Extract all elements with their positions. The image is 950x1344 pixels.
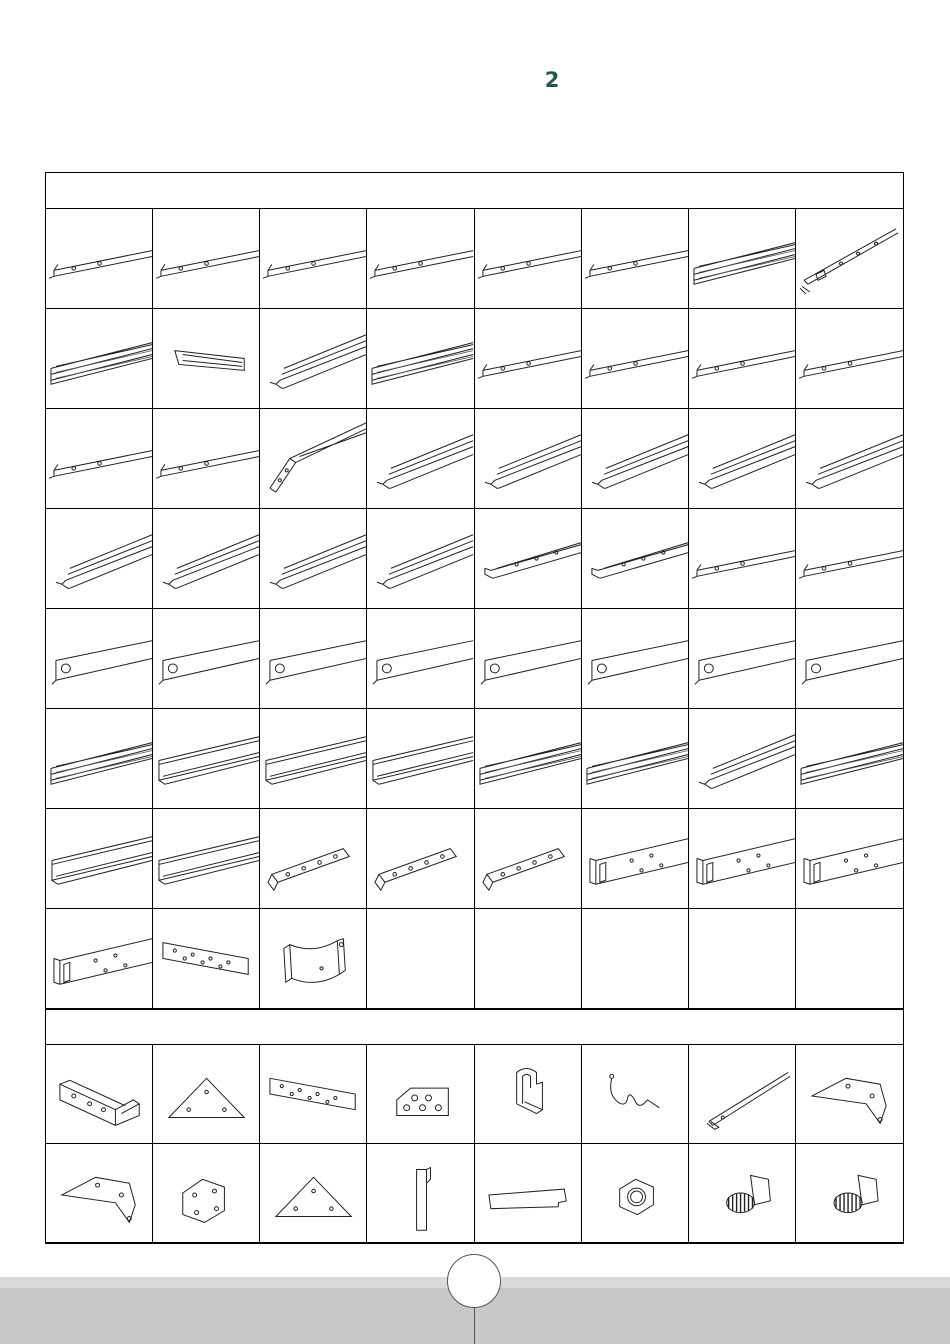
grooved-profile-icon: [46, 309, 152, 408]
profile-cell: [796, 309, 903, 409]
grooved-profile-icon: [367, 309, 473, 408]
angle-profile-icon: [153, 409, 259, 508]
profile-cell: [582, 909, 689, 1009]
profile-cell: [689, 809, 796, 909]
profile-cell: [367, 609, 474, 709]
tee-profile-icon: [796, 409, 903, 508]
profile-cell: [796, 209, 903, 309]
parts-table: [45, 172, 904, 1244]
accessory-cell: [796, 1045, 903, 1144]
angle-bracket-holes-icon: [475, 809, 581, 908]
hook-strip-icon: [367, 1144, 473, 1242]
profile-cell: [260, 709, 367, 809]
u-channel-icon: [582, 509, 688, 608]
profile-cell: [367, 309, 474, 409]
profile-cell: [46, 809, 153, 909]
profile-cell: [153, 209, 260, 309]
profile-cell: [153, 409, 260, 509]
flat-bar-hole-icon: [153, 609, 259, 708]
flat-bar-hole-icon: [796, 609, 903, 708]
tee-profile-icon: [367, 409, 473, 508]
profile-cell: [689, 309, 796, 409]
profile-cell: [153, 509, 260, 609]
tee-profile-icon: [689, 409, 795, 508]
footer-divider: [474, 1306, 475, 1344]
accessory-cell: [689, 1144, 796, 1243]
angle-profile-icon: [582, 209, 688, 308]
rod-connector-icon: [796, 209, 903, 308]
accessory-cell: [796, 1144, 903, 1243]
accessory-cell: [260, 1045, 367, 1144]
profile-cell: [260, 309, 367, 409]
profile-cell: [153, 809, 260, 909]
hanger-rod-icon: [689, 1045, 795, 1143]
profile-cell: [475, 409, 582, 509]
profile-cell: [582, 209, 689, 309]
grooved-profile-icon: [689, 209, 795, 308]
grooved-profile-icon: [46, 709, 152, 808]
profile-cell: [689, 509, 796, 609]
angle-profile-icon: [153, 209, 259, 308]
angle-profile-icon: [475, 309, 581, 408]
profile-cell: [367, 209, 474, 309]
accessory-cell: [153, 1144, 260, 1243]
channel-profile-icon: [46, 809, 152, 908]
profile-cell: [260, 409, 367, 509]
profile-cell: [153, 709, 260, 809]
hex-nut-icon: [582, 1144, 688, 1242]
tee-profile-icon: [260, 509, 366, 608]
profile-cell: [153, 309, 260, 409]
flat-bar-hole-icon: [367, 609, 473, 708]
accessory-cell: [153, 1045, 260, 1144]
box-rail-icon: [582, 809, 688, 908]
tee-profile-icon: [153, 509, 259, 608]
accessories-grid: [46, 1045, 903, 1243]
accessory-cell: [475, 1045, 582, 1144]
profile-cell: [260, 509, 367, 609]
profile-cell: [153, 909, 260, 1009]
flat-key-icon: [475, 1144, 581, 1242]
profile-cell: [796, 709, 903, 809]
profiles-grid: [46, 209, 903, 1009]
profile-cell: [582, 509, 689, 609]
profile-cell: [689, 609, 796, 709]
profile-cell: [582, 309, 689, 409]
angle-bracket-holes-icon: [260, 809, 366, 908]
profile-cell: [367, 709, 474, 809]
flat-bar-hole-icon: [260, 609, 366, 708]
profile-cell: [796, 809, 903, 909]
triangle-plate-icon: [153, 1045, 259, 1143]
angle-profile-icon: [367, 209, 473, 308]
profile-cell: [689, 409, 796, 509]
clamp-bracket-icon: [260, 909, 366, 1008]
profile-cell: [260, 609, 367, 709]
profile-cell: [260, 209, 367, 309]
profile-cell: [475, 909, 582, 1009]
profile-cell: [582, 609, 689, 709]
profile-cell: [475, 509, 582, 609]
profile-cell: [796, 509, 903, 609]
corner-plate-icon: [796, 1045, 903, 1143]
channel-profile-icon: [260, 709, 366, 808]
accessory-cell: [46, 1144, 153, 1243]
tee-profile-icon: [582, 409, 688, 508]
accessory-cell: [689, 1045, 796, 1144]
accessory-cell: [582, 1144, 689, 1243]
flat-bar-hole-icon: [475, 609, 581, 708]
channel-profile-icon: [153, 809, 259, 908]
profile-cell: [475, 709, 582, 809]
profile-cell: [46, 609, 153, 709]
angle-profile-icon: [475, 209, 581, 308]
threaded-bolt-icon: [796, 1144, 903, 1242]
profile-cell: [689, 709, 796, 809]
profile-cell: [367, 909, 474, 1009]
angle-profile-icon: [46, 409, 152, 508]
angle-profile-icon: [46, 209, 152, 308]
grooved-profile-icon: [582, 709, 688, 808]
u-channel-icon: [475, 509, 581, 608]
tee-profile-icon: [46, 509, 152, 608]
profile-cell: [46, 909, 153, 1009]
z-bracket-icon: [46, 1045, 152, 1143]
angle-bracket-holes-icon: [367, 809, 473, 908]
flat-bar-hole-icon: [46, 609, 152, 708]
profile-cell: [367, 809, 474, 909]
profile-cell: [46, 509, 153, 609]
profile-cell: [153, 609, 260, 709]
accessory-cell: [46, 1045, 153, 1144]
profile-cell: [46, 709, 153, 809]
accessory-cell: [260, 1144, 367, 1243]
profile-cell: [475, 209, 582, 309]
box-rail-icon: [796, 809, 903, 908]
channel-profile-icon: [153, 709, 259, 808]
angle-profile-icon: [796, 309, 903, 408]
page-number: 2: [544, 68, 560, 92]
square-plate-icon: [153, 1144, 259, 1242]
angle-profile-icon: [582, 309, 688, 408]
profile-cell: [46, 309, 153, 409]
flat-strip-holes-icon: [260, 1045, 366, 1143]
flat-bar-hole-icon: [582, 609, 688, 708]
profile-cell: [260, 909, 367, 1009]
angle-profile-icon: [260, 209, 366, 308]
profile-cell: [475, 809, 582, 909]
tee-profile-icon: [689, 709, 795, 808]
flat-strip-holes-icon: [153, 909, 259, 1008]
profile-cell: [260, 809, 367, 909]
triangle-plate-icon: [260, 1144, 366, 1242]
accessory-cell: [475, 1144, 582, 1243]
angle-profile-icon: [689, 509, 795, 608]
corner-plate-icon: [46, 1144, 152, 1242]
profile-cell: [367, 509, 474, 609]
box-rail-icon: [46, 909, 152, 1008]
profile-cell: [46, 409, 153, 509]
angle-profile-icon: [689, 309, 795, 408]
threaded-bolt-icon: [689, 1144, 795, 1242]
tee-profile-icon: [367, 509, 473, 608]
profile-cell: [689, 909, 796, 1009]
page-badge-circle: [447, 1254, 501, 1308]
accessory-cell: [582, 1045, 689, 1144]
tee-profile-icon: [475, 409, 581, 508]
spring-clip-icon: [582, 1045, 688, 1143]
joint-plate-icon: [367, 1045, 473, 1143]
bent-tee-profile-icon: [260, 409, 366, 508]
profile-cell: [582, 409, 689, 509]
hanger-clip-icon: [475, 1045, 581, 1143]
grooved-profile-icon: [475, 709, 581, 808]
channel-profile-icon: [367, 709, 473, 808]
profile-cell: [46, 209, 153, 309]
flat-bar-hole-icon: [689, 609, 795, 708]
angle-profile-icon: [796, 509, 903, 608]
profile-cell: [367, 409, 474, 509]
profile-cell: [582, 809, 689, 909]
profile-cell: [796, 409, 903, 509]
profile-cell: [475, 309, 582, 409]
channel-short-icon: [153, 309, 259, 408]
profile-cell: [475, 609, 582, 709]
accessory-cell: [367, 1144, 474, 1243]
profile-cell: [689, 209, 796, 309]
profile-cell: [582, 709, 689, 809]
profile-cell: [796, 909, 903, 1009]
box-rail-icon: [689, 809, 795, 908]
accessory-cell: [367, 1045, 474, 1144]
profile-cell: [796, 609, 903, 709]
section-header-accessories: [46, 1009, 903, 1045]
section-header-profiles: [46, 173, 903, 209]
grooved-profile-icon: [796, 709, 903, 808]
tee-profile-icon: [260, 309, 366, 408]
